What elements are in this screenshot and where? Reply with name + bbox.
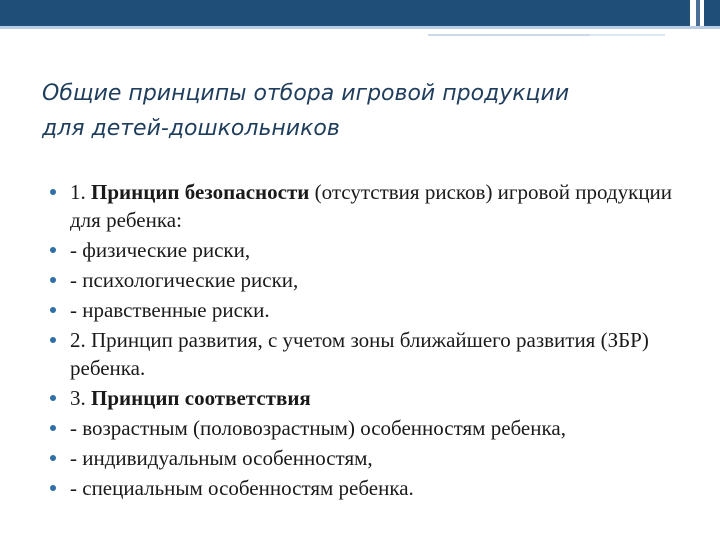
bullet-text-bold: Принцип соответствия: [91, 386, 311, 410]
bullet-dot-icon: [50, 395, 56, 401]
bullet-dot-icon: [50, 307, 56, 313]
bullet-text: (отсутствия рисков) игровой продукции для ребенка:: [70, 180, 673, 232]
bullet-text: - возрастным (половозрастным) особенностям ребенка,: [70, 416, 566, 440]
header-band: [0, 0, 720, 26]
bullet-text: - физические риски,: [70, 238, 251, 262]
slide-title-line-1: Общие принципы отбора игровой продукции: [42, 81, 570, 106]
slide-title-line-2: для детей-дошкольников: [42, 116, 340, 141]
bullet-text: - психологические риски,: [70, 268, 299, 292]
bullet-dot-icon: [50, 247, 56, 253]
bullet-dot-icon: [50, 455, 56, 461]
bullet-text: - нравственные риски.: [70, 298, 270, 322]
bullet-text-bold: Принцип безопасности: [91, 180, 310, 204]
bullet-list: [50, 178, 690, 504]
bullet-dot-icon: [50, 485, 56, 491]
bullet-text: 1.: [70, 180, 91, 204]
bullet-item: [50, 236, 690, 264]
bullet-dot-icon: [50, 189, 56, 195]
bullet-dot-icon: [50, 277, 56, 283]
bullet-item: [50, 296, 690, 324]
slide-title: [42, 76, 682, 146]
bullet-item: [50, 474, 690, 502]
bullet-text: - индивидуальным особенностям,: [70, 446, 373, 470]
bullet-item: [50, 444, 690, 472]
header-accent-line: [428, 34, 590, 36]
bullet-item: [50, 414, 690, 442]
bullet-item: [50, 178, 690, 234]
bullet-dot-icon: [50, 425, 56, 431]
bullet-text: 2. Принцип развития, с учетом зоны ближайшего развития (ЗБР) ребенка.: [70, 328, 649, 380]
bullet-text: 3.: [70, 386, 91, 410]
header-band-main: [0, 0, 690, 26]
bullet-item: [50, 384, 690, 412]
bullet-item: [50, 326, 690, 382]
header-accent-line: [0, 26, 720, 29]
bullet-dot-icon: [50, 337, 56, 343]
header-accent-line: [590, 34, 665, 36]
bullet-item: [50, 266, 690, 294]
header-band-end: [704, 0, 720, 26]
bullet-text: - специальным особенностям ребенка.: [70, 476, 414, 500]
